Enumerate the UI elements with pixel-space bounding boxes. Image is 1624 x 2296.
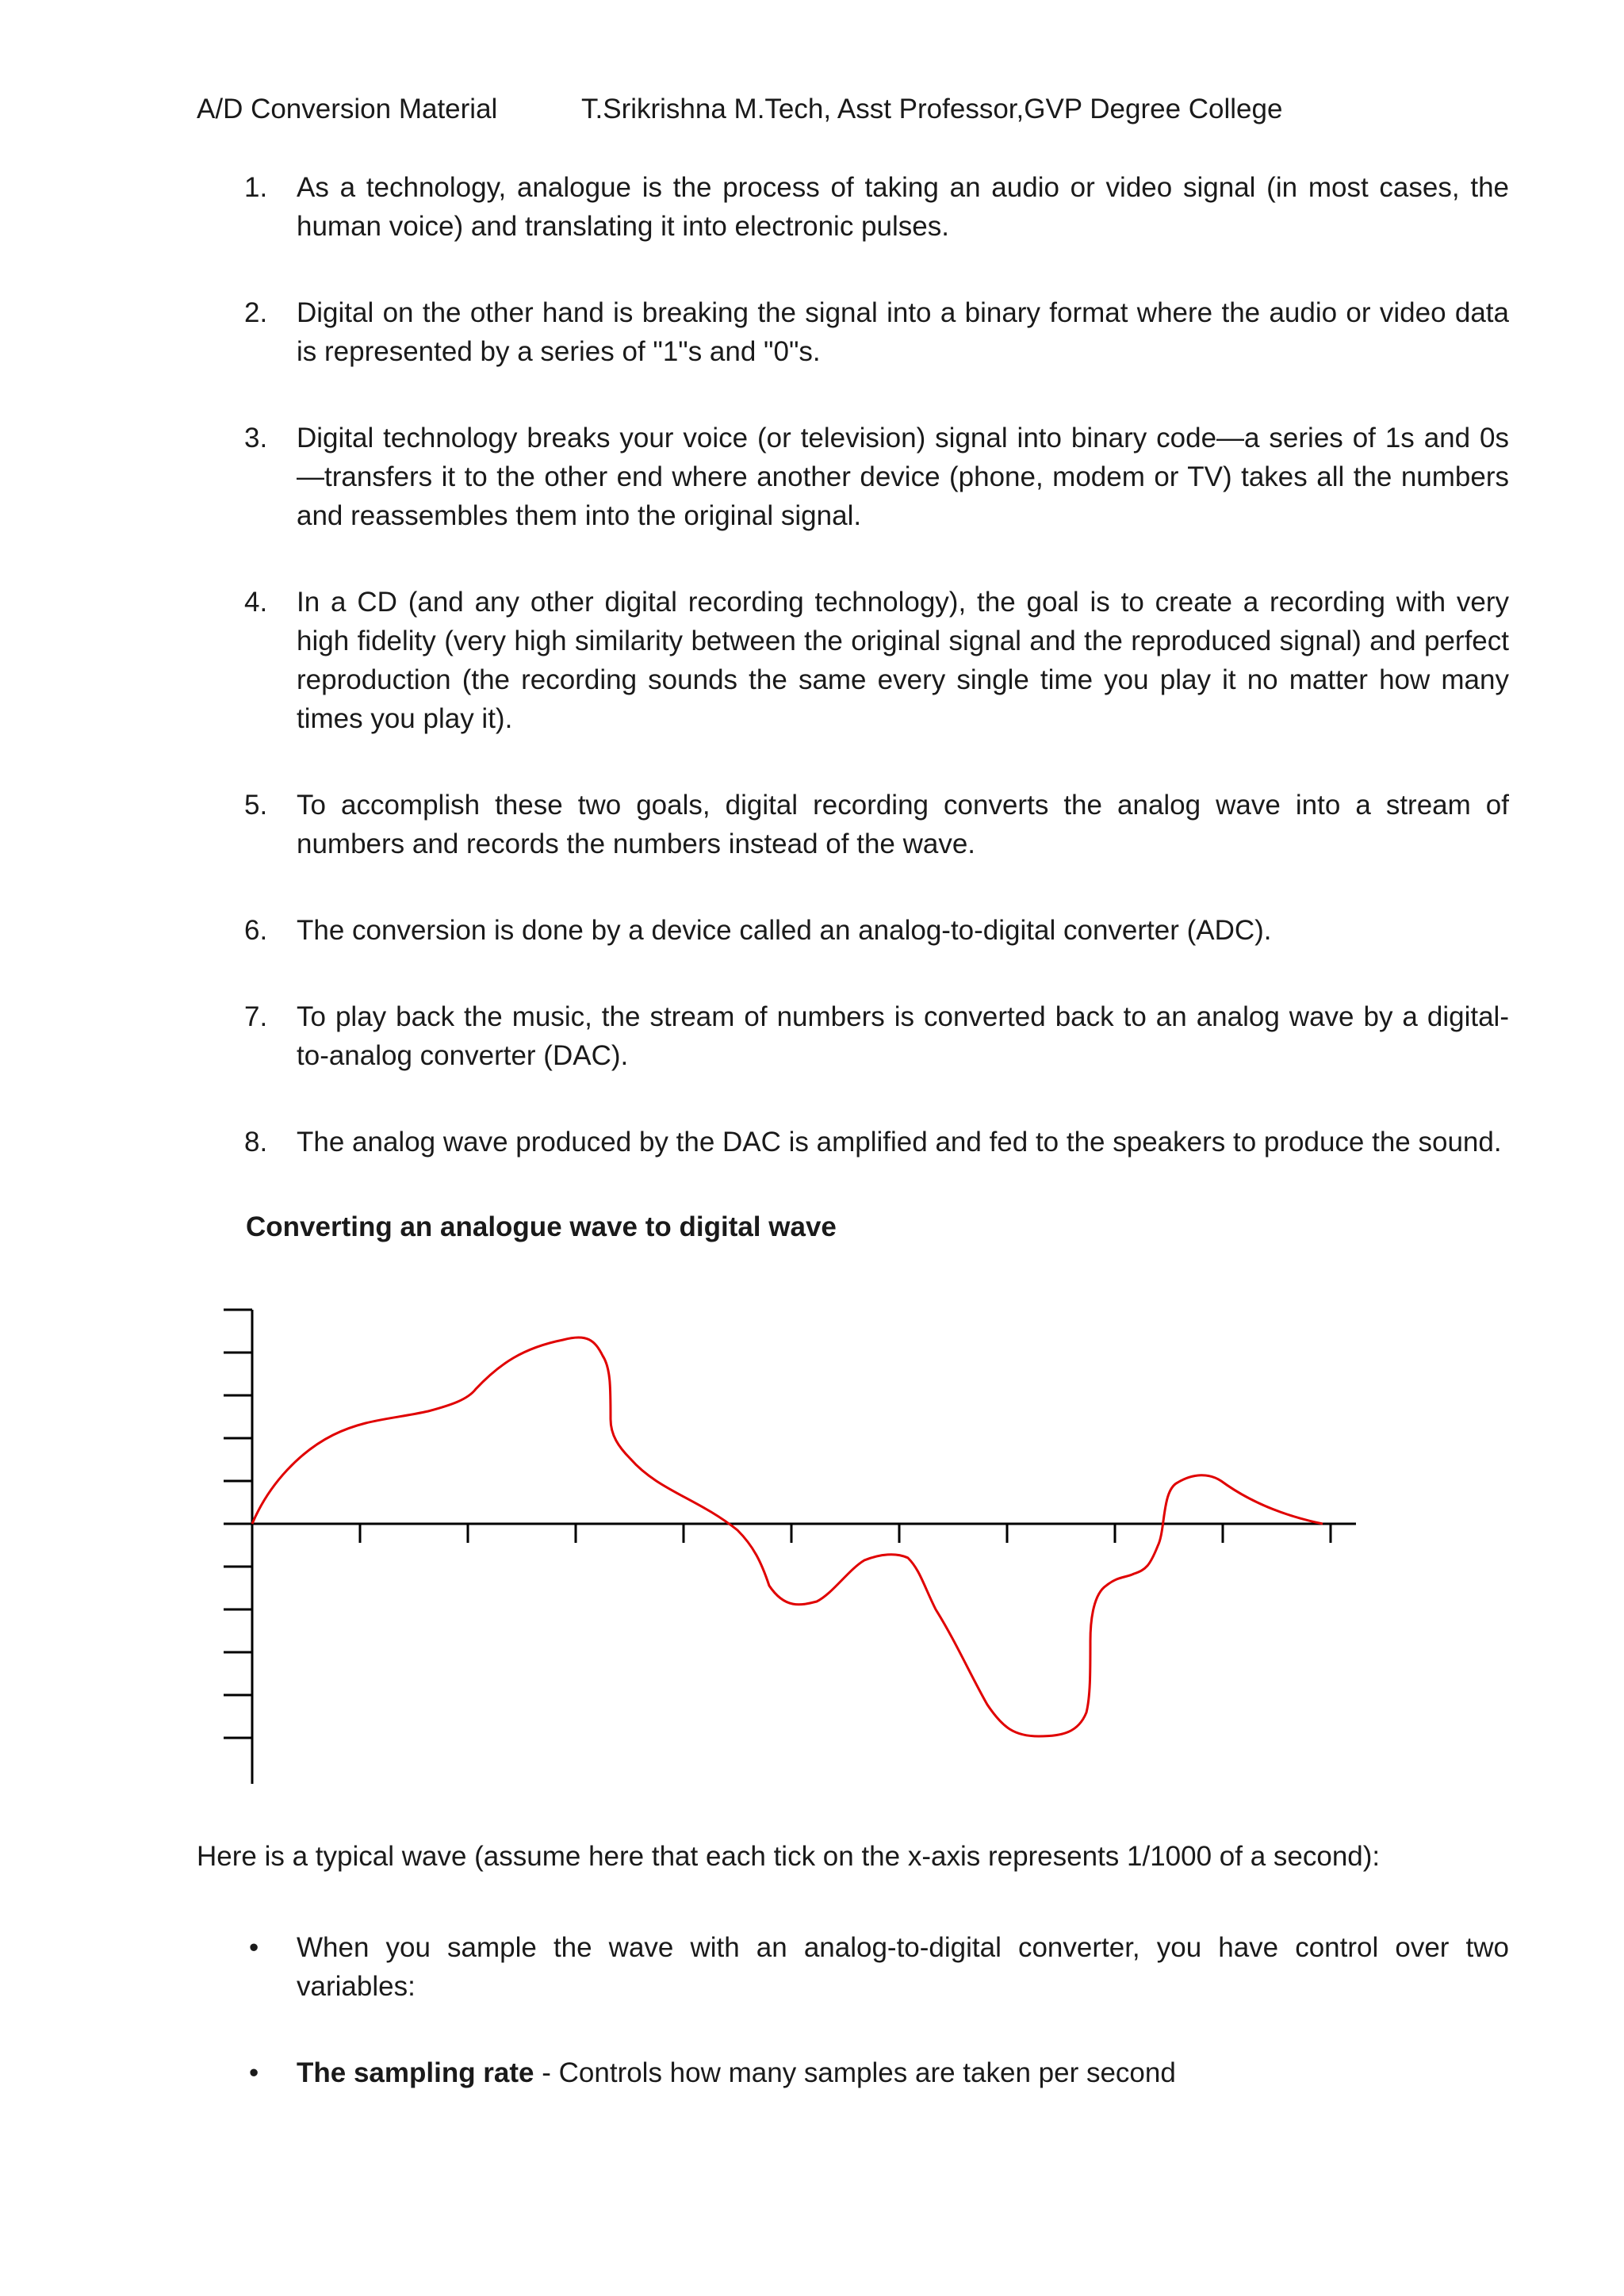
header-author: T.Srikrishna M.Tech, Asst Professor,GVP Degree College <box>581 94 1283 124</box>
item-text: Digital on the other hand is breaking the signal into a binary format where the audio or video data is represented by a series of "1"s and "0"s. <box>297 297 1509 367</box>
figure-caption: Here is a typical wave (assume here that each tick on the x-axis represents 1/1000 of a second): <box>197 1841 1381 1872</box>
item-number: 3. <box>244 423 268 453</box>
item-number: 6. <box>244 915 268 946</box>
list-item <box>244 786 1509 863</box>
item-number: 4. <box>244 587 268 618</box>
item-text: To accomplish these two goals, digital recording converts the analog wave into a stream of numbers and records the numbers instead of the wave. <box>297 790 1509 859</box>
list-item <box>244 419 1509 535</box>
item-number: 5. <box>244 790 268 821</box>
bullet-dot: • <box>249 1932 259 1963</box>
section-title: Converting an analogue wave to digital wave <box>246 1211 837 1242</box>
bullet-item <box>244 1928 1509 2006</box>
item-number: 7. <box>244 1001 268 1032</box>
bullet-bold-term: The sampling rate <box>297 2057 534 2088</box>
item-number: 1. <box>244 172 268 203</box>
list-item <box>244 168 1509 246</box>
list-item <box>244 911 1509 950</box>
item-text: The analog wave produced by the DAC is amplified and fed to the speakers to produce the sound. <box>297 1127 1502 1158</box>
page-header <box>197 94 1283 125</box>
bullet-text: - Controls how many samples are taken per second <box>534 2057 1176 2088</box>
item-text: As a technology, analogue is the process of taking an audio or video signal (in most cases, the human voice) and translating it into electronic pulses. <box>297 172 1509 242</box>
item-number: 2. <box>244 297 268 328</box>
list-item <box>244 293 1509 371</box>
analog-wave-curve <box>252 1337 1323 1736</box>
bullet-dot: • <box>249 2057 259 2088</box>
numbered-list <box>244 168 1509 1161</box>
item-text: Digital technology breaks your voice (or television) signal into binary code—a series of 1s and 0s—transfers it to the other end where another device (phone, modem or TV) takes all the numbers and reassembles them into the original signal. <box>297 423 1509 531</box>
bullet-item <box>244 2053 1509 2092</box>
list-item <box>244 997 1509 1075</box>
item-number: 8. <box>244 1127 268 1158</box>
bullet-list <box>244 1928 1509 2092</box>
item-text: To play back the music, the stream of numbers is converted back to an analog wave by a digital-to-analog converter (DAC). <box>297 1001 1509 1071</box>
item-text: The conversion is done by a device called an analog-to-digital converter (ADC). <box>297 915 1272 946</box>
wave-axes <box>224 1310 1356 1784</box>
list-item <box>244 1123 1509 1161</box>
list-item <box>244 583 1509 738</box>
header-title: A/D Conversion Material <box>197 94 498 124</box>
bullet-text: When you sample the wave with an analog-to-digital converter, you have control over two variables: <box>297 1932 1509 2002</box>
analog-wave-figure <box>214 1300 1372 1792</box>
item-text: In a CD (and any other digital recording technology), the goal is to create a recording with very high fidelity (very high similarity between the original signal and the reproduced signal) and perfect reproduction (the recording sounds the same every single time you play it no matter how many times you play it). <box>297 587 1509 734</box>
